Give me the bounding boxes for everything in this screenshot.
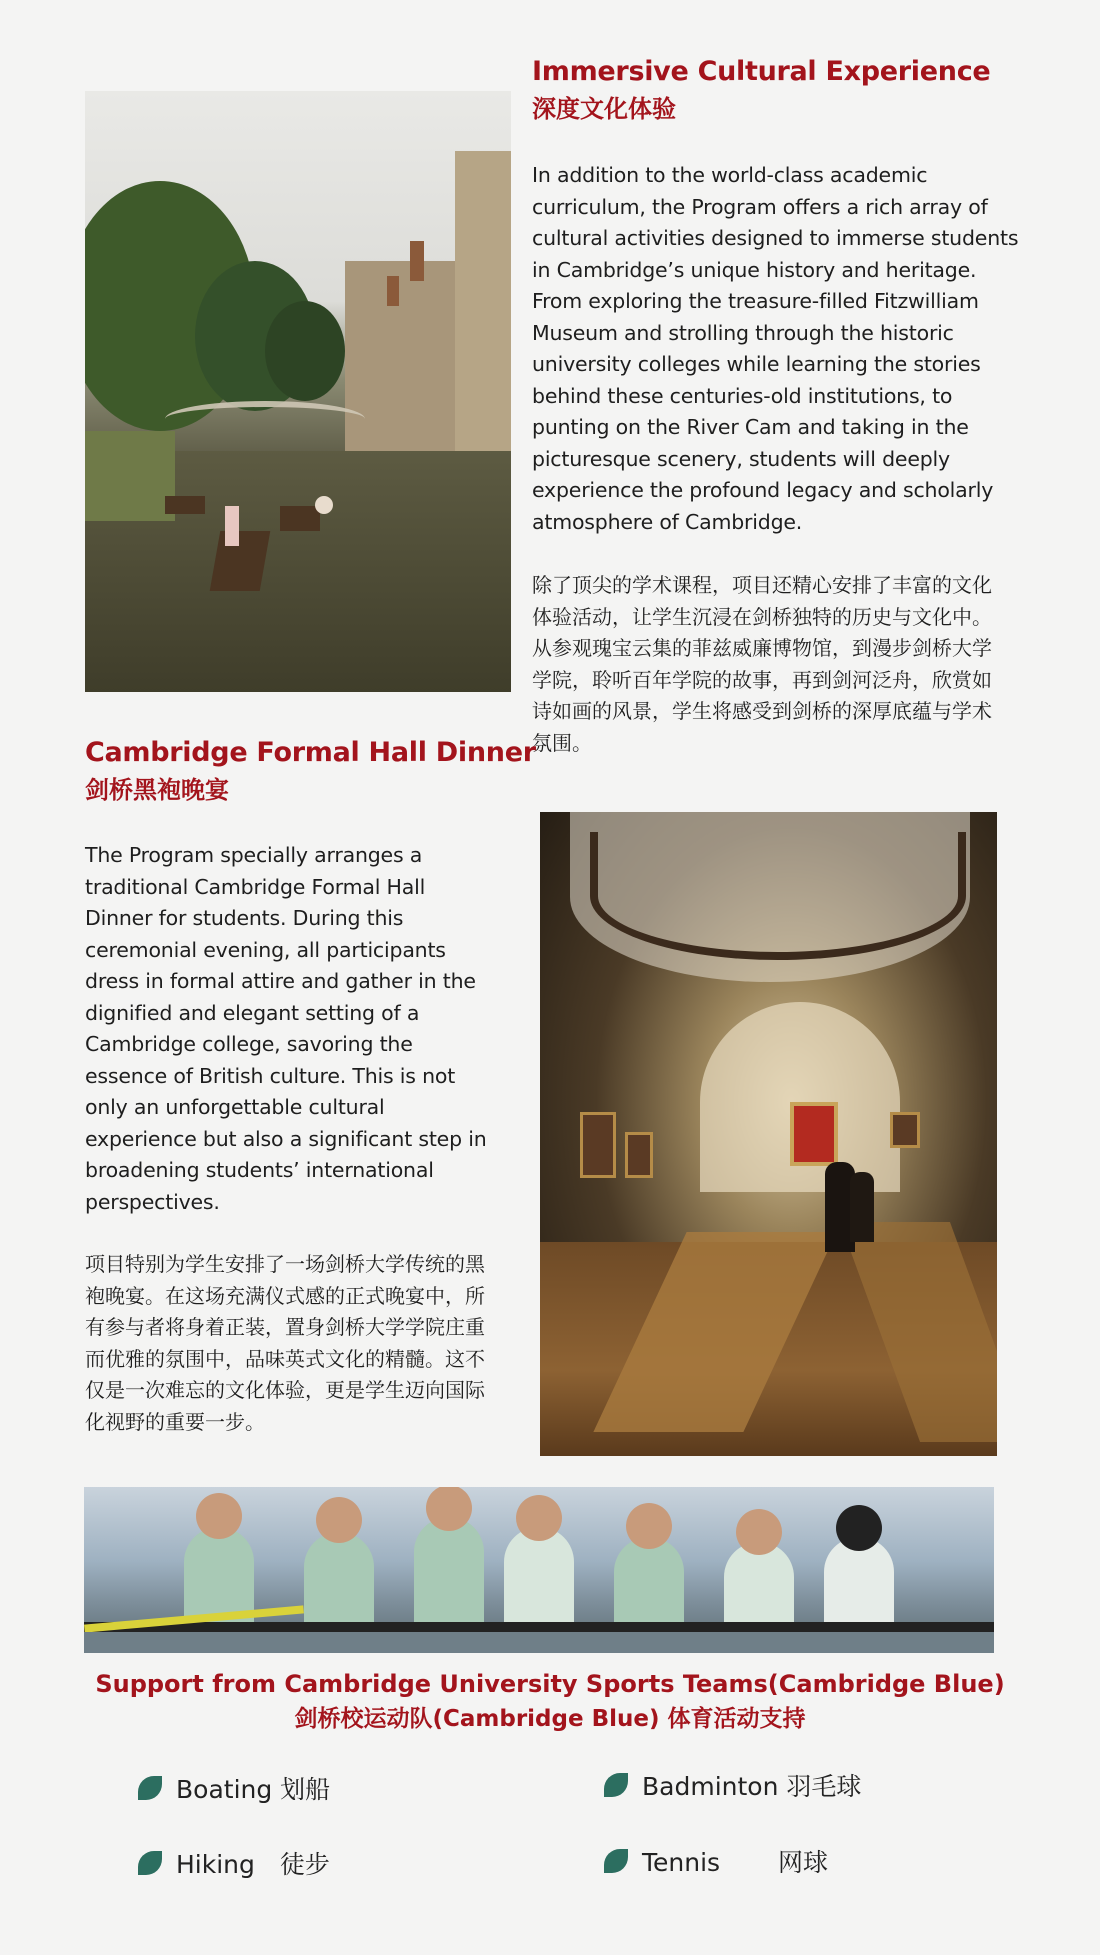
- cultural-title-en: Immersive Cultural Experience: [532, 56, 991, 87]
- formal-hall-photo: [540, 812, 997, 1456]
- formal-hall-body-en: The Program specially arranges a traditional Cambridge Formal Hall Dinner for students. During this ceremonial evening, all participants dress in formal attire and gather in the dignified and elegant setting of a Cambridge college, savoring the essence of British culture. This is not only an unforgettable cultural experience but also a significant step in broadening students’ international perspectives.: [85, 843, 487, 1214]
- punting-photo: [85, 91, 511, 692]
- leaf-icon: [138, 1776, 162, 1800]
- sports-title-zh: 剑桥校运动队(Cambridge Blue) 体育活动支持: [294, 1706, 806, 1732]
- cultural-title-zh: 深度文化体验: [532, 95, 676, 123]
- leaf-icon: [138, 1851, 162, 1875]
- leaf-icon: [604, 1849, 628, 1873]
- sports-title-en: Support from Cambridge University Sports Teams(Cambridge Blue): [95, 1670, 1005, 1698]
- rowing-photo: [84, 1487, 994, 1653]
- cultural-body-en: In addition to the world-class academic curriculum, the Program offers a rich array of cultural activities designed to immerse students in Cambridge’s unique history and heritage. From exploring the treasure-filled Fitzwilliam Museum and strolling through the historic university colleges while learning the stories behind these centuries-old institutions, to punting on the River Cam and taking in the picturesque scenery, students will deeply experience the profound legacy and scholarly atmosphere of Cambridge.: [532, 163, 1019, 534]
- sport-label: Hiking 徒步: [176, 1850, 330, 1879]
- sport-label: Boating 划船: [176, 1775, 331, 1804]
- sport-item-badminton: [604, 1767, 861, 1803]
- sport-label: Badminton 羽毛球: [642, 1772, 862, 1801]
- sport-label: Tennis 网球: [642, 1848, 829, 1877]
- formal-hall-title-en: Cambridge Formal Hall Dinner: [85, 737, 536, 768]
- cultural-body-zh: 除了顶尖的学术课程，项目还精心安排了丰富的文化体验活动，让学生沉浸在剑桥独特的历史与文化中。从参观瑰宝云集的菲兹威廉博物馆，到漫步剑桥大学学院，聆听百年学院的故事，再到剑河泛舟，欣赏如诗如画的风景，学生将感受到剑桥的深厚底蕴与学术氛围。: [532, 573, 992, 755]
- sport-item-tennis: [604, 1843, 828, 1879]
- sport-item-hiking: [138, 1845, 330, 1881]
- formal-hall-title-zh: 剑桥黑袍晚宴: [85, 776, 229, 804]
- formal-hall-body-zh: 项目特别为学生安排了一场剑桥大学传统的黑袍晚宴。在这场充满仪式感的正式晚宴中，所有参与者将身着正装，置身剑桥大学学院庄重而优雅的氛围中，品味英式文化的精髓。这不仅是一次难忘的文化体验，更是学生迈向国际化视野的重要一步。: [85, 1252, 485, 1434]
- leaf-icon: [604, 1773, 628, 1797]
- sport-item-boating: [138, 1770, 330, 1806]
